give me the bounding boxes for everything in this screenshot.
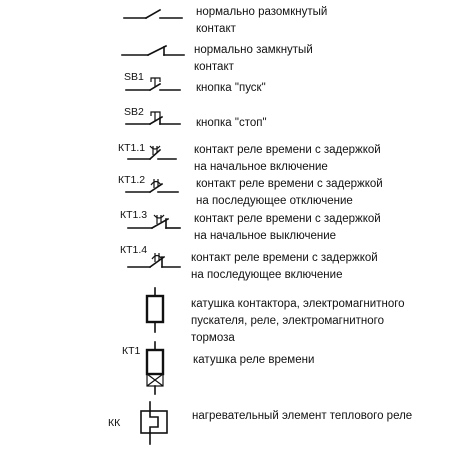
desc-line: на последующее включение	[191, 269, 343, 281]
tag-kk: КК	[108, 417, 121, 429]
desc-line: на начальное выключение	[194, 230, 337, 242]
tag-kt12: КТ1.2	[118, 174, 146, 186]
desc-contactor-coil	[191, 296, 405, 347]
desc-line: контакт	[194, 61, 234, 73]
desc-line: на начальное включение	[194, 161, 328, 173]
desc-start-button	[196, 80, 266, 97]
desc-kt14	[191, 250, 378, 284]
desc-line: нагревательный элемент теплового реле	[192, 410, 413, 422]
desc-stop-button	[196, 115, 267, 132]
tag-kt13: КТ1.3	[120, 209, 148, 221]
tag-kt11: КТ1.1	[118, 142, 146, 154]
desc-kt11	[194, 142, 381, 176]
desc-line: на последующее отключение	[196, 195, 353, 207]
desc-line: катушка реле времени	[193, 354, 315, 366]
desc-kt13	[194, 211, 381, 245]
desc-line: пускателя, реле, электромагнитного	[191, 315, 384, 327]
tag-kt14: КТ1.4	[120, 244, 148, 256]
desc-line: кнопка "стоп"	[196, 117, 267, 129]
timer-relay-coil-icon	[147, 342, 163, 394]
desc-line: тормоза	[191, 332, 235, 344]
desc-line: контакт	[196, 23, 236, 35]
desc-kt12	[196, 176, 383, 210]
desc-normally-closed	[194, 42, 313, 76]
desc-line: кнопка "пуск"	[196, 82, 266, 94]
tag-kt1: КТ1	[122, 345, 141, 357]
desc-line: катушка контактора, электромагнитного	[191, 298, 405, 310]
normally-open-contact-icon	[124, 10, 182, 18]
desc-normally-open	[196, 4, 327, 38]
thermal-relay-heater-icon	[141, 402, 167, 444]
tag-sb1: SB1	[124, 71, 144, 83]
desc-line: контакт реле времени с задержкой	[191, 252, 378, 264]
desc-thermal-heater	[192, 408, 412, 425]
desc-line: контакт реле времени с задержкой	[194, 213, 381, 225]
tag-sb2: SB2	[124, 106, 144, 118]
desc-timer-coil	[193, 352, 314, 369]
desc-line: контакт реле времени с задержкой	[194, 144, 381, 156]
desc-line: контакт реле времени с задержкой	[196, 178, 383, 190]
contactor-coil-icon	[147, 288, 163, 332]
desc-line: нормально разомкнутый	[196, 6, 328, 18]
desc-line: нормально замкнутый	[194, 44, 313, 56]
normally-closed-contact-icon	[122, 46, 184, 55]
